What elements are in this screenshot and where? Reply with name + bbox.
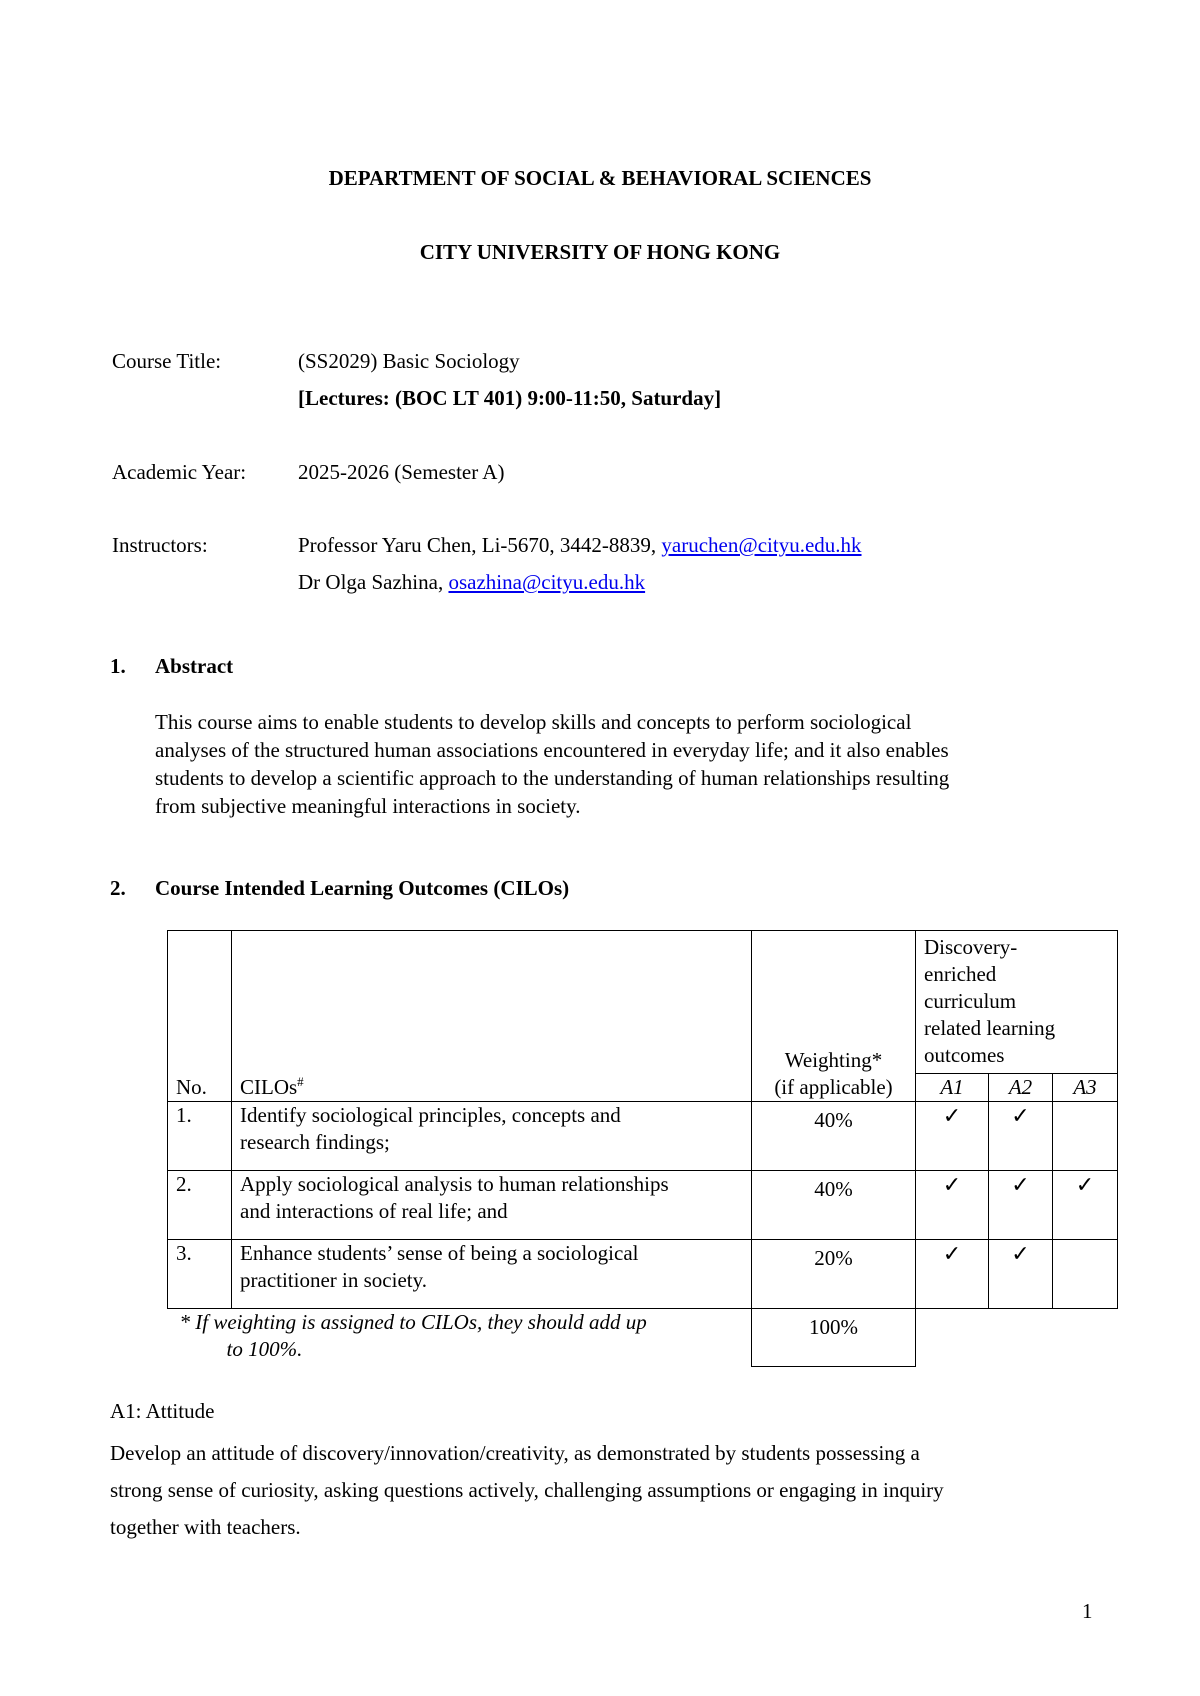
weighting-footnote-line2: to 100%. [226,1337,303,1361]
row-a2-check: ✓ [989,1240,1053,1309]
a1-heading: A1: Attitude [110,1399,215,1423]
row-weight: 40% [752,1171,916,1240]
row-no: 1. [168,1102,232,1171]
cilos-number: 2. [110,876,126,900]
row-a1-check: ✓ [916,1240,989,1309]
row-a1-check: ✓ [916,1171,989,1240]
abstract-line: analyses of the structured human associations encountered in everyday life; and it also enables [155,738,949,762]
header-discovery-line: Discovery- [924,935,1018,959]
abstract-heading: Abstract [155,654,234,678]
course-title-value: (SS2029) Basic Sociology [298,349,520,373]
row-weight: 40% [752,1102,916,1171]
abstract-paragraph [155,708,949,820]
header-discovery-line: related learning [924,1016,1056,1040]
row-cilo-line: practitioner in society. [240,1268,427,1292]
row-cilo-text [232,1171,752,1240]
table-header-row [168,931,1118,1074]
header-a3: A3 [1053,1074,1118,1102]
row-a3-check: ✓ [1053,1171,1118,1240]
abstract-line: This course aims to enable students to develop skills and concepts to perform sociological [155,710,912,734]
weighting-footnote [168,1309,752,1367]
university-heading: CITY UNIVERSITY OF HONG KONG [419,240,781,264]
department-heading: DEPARTMENT OF SOCIAL & BEHAVIORAL SCIENCES [328,166,872,190]
table-row [168,1102,1118,1171]
header-weighting [752,931,916,1102]
row-cilo-line: Identify sociological principles, concepts and [240,1103,621,1127]
a1-line: strong sense of curiosity, asking questions actively, challenging assumptions or engaging in inquiry [110,1478,944,1502]
header-discovery-line: curriculum [924,989,1017,1013]
row-a3-check [1053,1240,1118,1309]
a1-paragraph [110,1435,944,1546]
table-total-row [168,1309,1118,1367]
cilos-heading: Course Intended Learning Outcomes (CILOs) [155,876,570,900]
row-no: 3. [168,1240,232,1309]
header-discovery [916,931,1118,1074]
row-cilo-line: Enhance students’ sense of being a sociological [240,1241,639,1265]
header-weighting-line1: Weighting* [784,1048,883,1072]
table-row [168,1171,1118,1240]
instructor-2-email-link[interactable]: osazhina@cityu.edu.hk [448,570,646,594]
lecture-schedule: [Lectures: (BOC LT 401) 9:00-11:50, Saturday] [298,386,722,410]
header-discovery-line: outcomes [924,1043,1005,1067]
header-no: No. [168,931,232,1102]
header-cilos [232,931,752,1102]
table-row [168,1240,1118,1309]
abstract-line: students to develop a scientific approach to the understanding of human relationships resulting [155,766,950,790]
row-weight: 20% [752,1240,916,1309]
header-cilos-mark: # [297,1074,304,1089]
header-a2: A2 [989,1074,1053,1102]
instructor-1-text: Professor Yaru Chen, Li-5670, 3442-8839, [298,533,662,557]
weighting-total: 100% [752,1309,916,1367]
header-a1: A1 [916,1074,989,1102]
a1-line: Develop an attitude of discovery/innovation/creativity, as demonstrated by students possessing a [110,1441,920,1465]
instructors-label: Instructors: [112,533,208,557]
row-a2-check: ✓ [989,1171,1053,1240]
header-cilos-label: CILOs [240,1075,298,1099]
course-title-label: Course Title: [112,349,222,373]
instructor-2-text: Dr Olga Sazhina, [298,570,449,594]
row-cilo-text [232,1102,752,1171]
abstract-number: 1. [110,654,126,678]
header-weighting-line2: (if applicable) [774,1075,893,1099]
row-a2-check: ✓ [989,1102,1053,1171]
row-cilo-line: Apply sociological analysis to human relationships [240,1172,669,1196]
row-a3-check [1053,1102,1118,1171]
abstract-line: from subjective meaningful interactions in society. [155,794,581,818]
total-row-empty [916,1309,1118,1367]
page-number: 1 [1082,1599,1093,1623]
instructor-1-email-link[interactable]: yaruchen@cityu.edu.hk [661,533,862,557]
academic-year-label: Academic Year: [112,460,247,484]
row-cilo-line: and interactions of real life; and [240,1199,508,1223]
instructor-1 [298,533,862,558]
weighting-footnote-line1: * If weighting is assigned to CILOs, they should add up [179,1310,647,1334]
header-discovery-line: enriched [924,962,997,986]
row-cilo-text [232,1240,752,1309]
a1-line: together with teachers. [110,1515,301,1539]
row-cilo-line: research findings; [240,1130,390,1154]
row-no: 2. [168,1171,232,1240]
instructor-2 [298,570,645,595]
row-a1-check: ✓ [916,1102,989,1171]
cilos-table [167,930,1118,1367]
academic-year-value: 2025-2026 (Semester A) [298,460,505,484]
